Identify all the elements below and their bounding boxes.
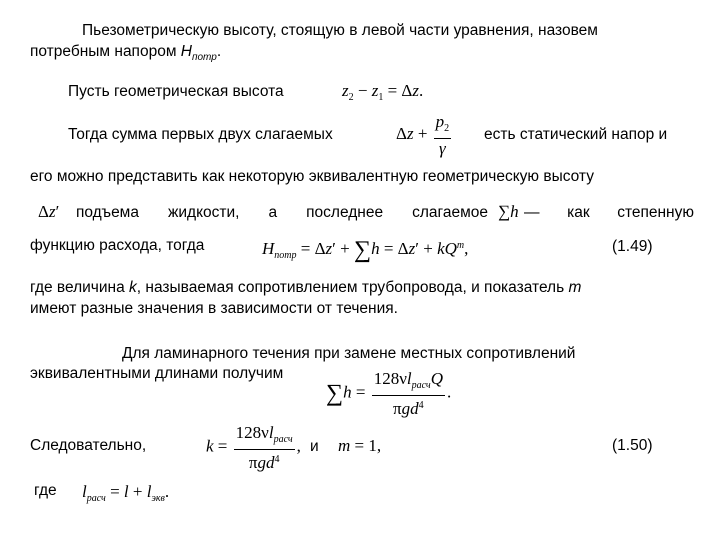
formula-1-49: $H_{потр} = \Delta z' + \sum h = \Delta z' + kQ^m$, [262, 237, 469, 263]
formula-laminar-sum-h: ∑h = $\frac{128\nu l_{расч}Q}{\pi gd^4}$ . [326, 369, 452, 418]
paragraph-6-line-2: имеют разные значения в зависимости от течения. [30, 300, 398, 317]
paragraph-1-line-2: потребным напором $H_{потр}$. [30, 43, 222, 63]
formula-design-length: $l_{расч} = l + l_{экв}$. [82, 482, 170, 504]
paragraph-5-text: функцию расхода, тогда [30, 237, 205, 254]
fraction-laminar: $\frac{128\nu l_{расч}Q}{\pi gd^4}$ [373, 369, 443, 418]
paragraph-8-text: Следовательно, [30, 437, 147, 454]
fraction-k: $\frac{128\nu l_{расч}}{\pi gd^4}$ [235, 423, 293, 472]
formula-delta-z-prime: Δz′ [38, 202, 60, 221]
paragraph-9-text: где [34, 482, 57, 499]
paragraph-6-line-1: где величина k, называемая сопротивлением трубопровода, и показатель m [30, 279, 582, 296]
equation-number-1-50: (1.50) [612, 437, 653, 454]
formula-static-head: Δz + $\frac{p_2}{\gamma}$ [396, 112, 450, 158]
equation-number-1-49: (1.49) [612, 238, 653, 255]
h-subscript: потр [191, 52, 217, 63]
paragraph-7-line-2: эквивалентными длинами получим [30, 365, 284, 382]
conjunction-and: и [310, 438, 319, 455]
paragraph-3-text-right: есть статический напор и [484, 126, 668, 143]
paragraph-1-text: потребным напором [30, 43, 181, 60]
paragraph-4-line-2-end: — как степенную [524, 204, 694, 221]
fraction-p2-over-gamma: $\frac{p_2}{\gamma}$ [435, 112, 450, 158]
h-symbol: H [180, 43, 192, 60]
paragraph-1-line-1: Пьезометрическую высоту, стоящую в левой части уравнения, назовем [82, 22, 598, 39]
formula-sum-h: ∑h [498, 202, 519, 221]
paragraph-2-text: Пусть геометрическая высота [68, 83, 284, 100]
formula-geometric-height: $z_2 - z_1 = \Delta z$. [342, 81, 424, 103]
paragraph-3-text-left: Тогда сумма первых двух слагаемых [68, 126, 333, 143]
paragraph-4-line-2-words: подъема жидкости, а последнее слагаемое [76, 204, 488, 221]
paragraph-7-line-1: Для ламинарного течения при замене местных сопротивлений [122, 345, 576, 362]
paragraph-4-line-1: его можно представить как некоторую эквивалентную геометрическую высоту [30, 168, 594, 185]
formula-1-50-k: k = $\frac{128\nu l_{расч}}{\pi gd^4}$ , [206, 423, 301, 472]
formula-1-50-m: m = 1, [338, 436, 382, 455]
